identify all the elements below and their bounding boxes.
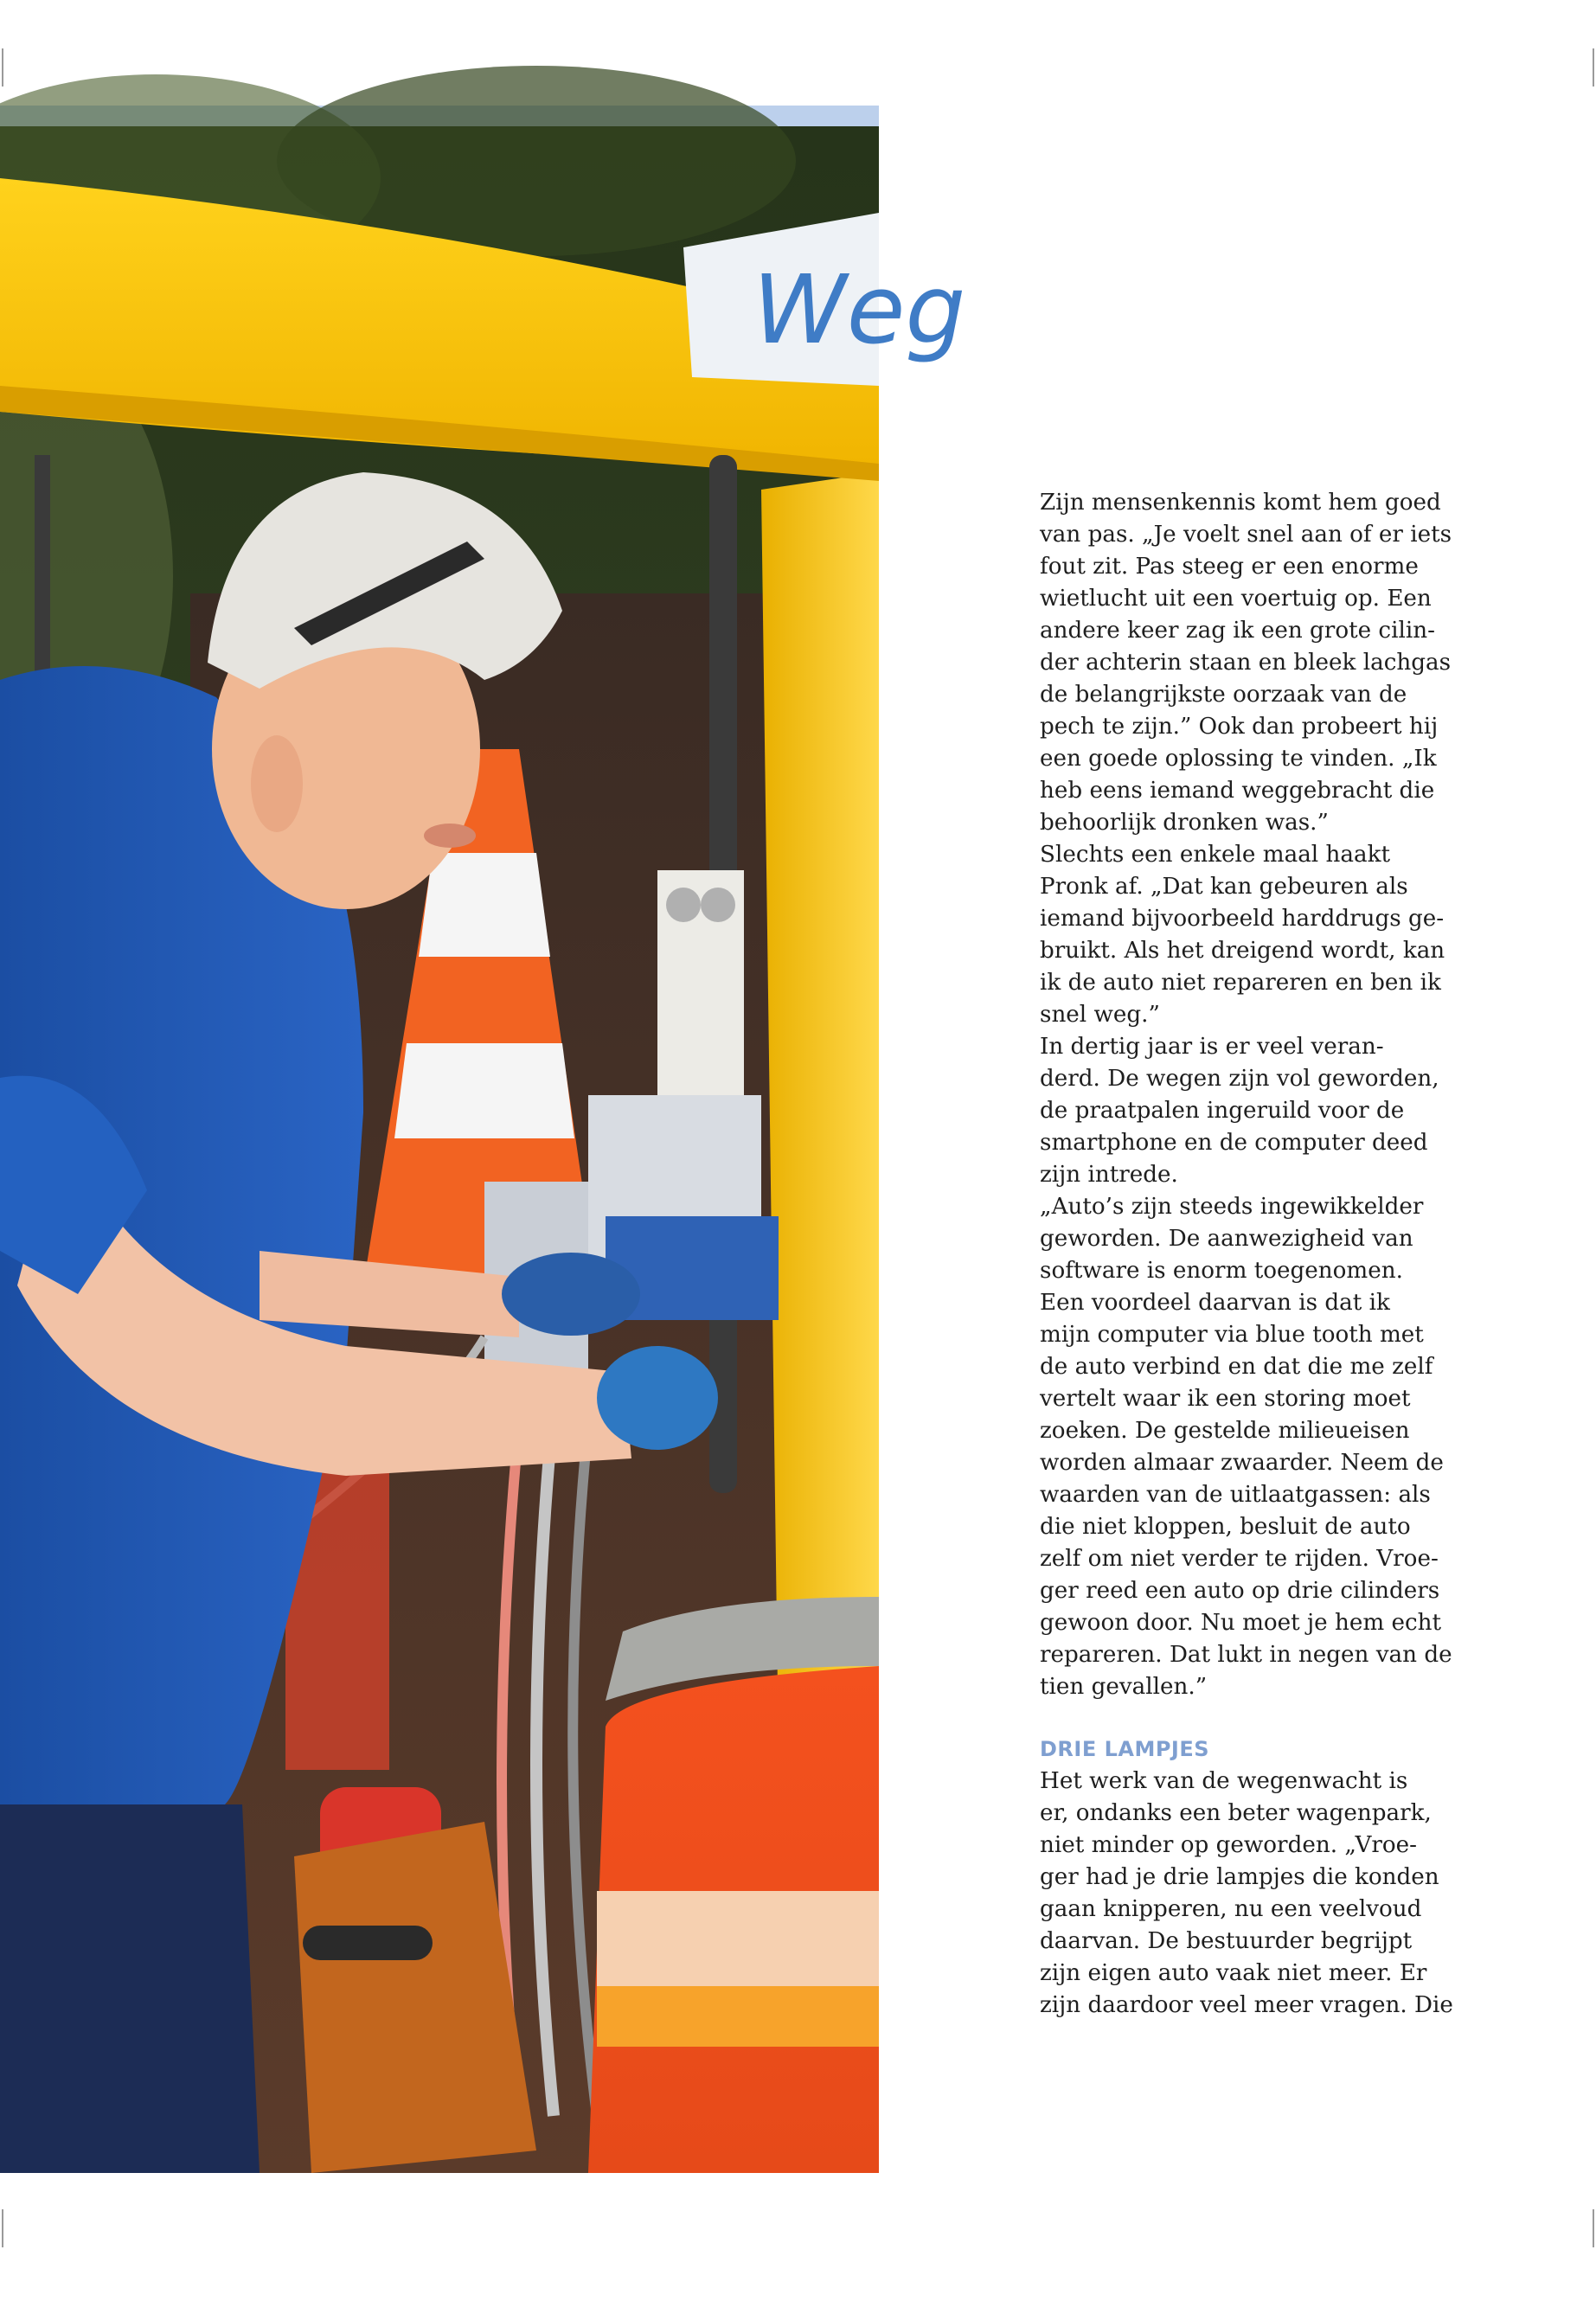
text-line: geworden. De aanwezigheid van [1040,1226,1413,1252]
text-line: mijn computer via blue tooth met [1040,1322,1424,1348]
text-line: Pronk af. „Dat kan gebeuren als [1040,874,1408,900]
text-line: niet minder op geworden. „Vroe- [1040,1832,1418,1858]
text-line: Zijn mensenkennis komt hem goed [1040,490,1441,516]
van-sign-lettering: Weg [753,254,966,365]
text-line: wietlucht uit een voertuig op. Een [1040,586,1432,612]
crop-mark-bottom-right [1593,2209,1594,2247]
text-line: daarvan. De bestuurder begrijpt [1040,1928,1413,1954]
text-line: fout zit. Pas steeg er een enorme [1040,554,1419,580]
text-line: ik de auto niet repareren en ben ik [1040,970,1441,996]
text-line: gaan knipperen, nu een veelvoud [1040,1896,1422,1922]
text-line: software is enorm toegenomen. [1040,1258,1403,1284]
text-line: bruikt. Als het dreigend wordt, kan [1040,938,1445,964]
text-line: een goede oplossing te vinden. „Ik [1040,746,1437,772]
photo-mechanic-at-van [0,126,966,2173]
text-line: snel weg.” [1040,1002,1160,1028]
text-line: zelf om niet verder te rijden. Vroe- [1040,1546,1439,1572]
text-line: smartphone en de computer deed [1040,1130,1428,1156]
text-line: ger reed een auto op drie cilinders [1040,1578,1440,1604]
article-text-column [1040,487,1453,2022]
subheading-drie-lampjes: DRIE LAMPJES [1040,1737,1210,1761]
paragraph-1 [1040,487,1452,839]
paragraph-4 [1040,1191,1452,1703]
text-line: Slechts een enkele maal haakt [1040,842,1390,868]
text-line: waarden van de uitlaatgassen: als [1040,1482,1431,1508]
text-line: zijn daardoor veel meer vragen. Die [1040,1992,1453,2018]
text-line: gewoon door. Nu moet je hem echt [1040,1610,1442,1636]
text-line: „Auto’s zijn steeds ingewikkelder [1040,1194,1424,1220]
text-line: zoeken. De gestelde milieueisen [1040,1418,1410,1444]
text-line: van pas. „Je voelt snel aan of er iets [1040,522,1452,548]
text-line: derd. De wegen zijn vol geworden, [1040,1066,1439,1092]
text-line: tien gevallen.” [1040,1674,1208,1700]
text-line: behoorlijk dronken was.” [1040,810,1329,836]
crop-mark-top-left [2,48,3,87]
text-line: Het werk van de wegenwacht is [1040,1768,1408,1794]
text-line: heb eens iemand weggebracht die [1040,778,1435,804]
text-line: de auto verbind en dat die me zelf [1040,1354,1433,1380]
text-line: de praatpalen ingeruild voor de [1040,1098,1405,1124]
text-line: de belangrijkste oorzaak van de [1040,682,1407,708]
paragraph-5 [1040,1766,1453,2022]
crop-mark-top-right [1593,48,1594,87]
text-line: Een voordeel daarvan is dat ik [1040,1290,1390,1316]
text-line: vertelt waar ik een storing moet [1040,1386,1411,1412]
text-line: der achterin staan en bleek lachgas [1040,650,1452,676]
text-line: worden almaar zwaarder. Neem de [1040,1450,1444,1476]
text-line: zijn intrede. [1040,1162,1178,1188]
text-line: ger had je drie lampjes die konden [1040,1864,1439,1890]
text-line: In dertig jaar is er veel veran- [1040,1034,1384,1060]
text-line: andere keer zag ik een grote cilin- [1040,618,1435,644]
text-line: iemand bijvoorbeeld harddrugs ge- [1040,906,1445,932]
text-line: zijn eigen auto vaak niet meer. Er [1040,1960,1427,1986]
paragraph-2 [1040,839,1446,1031]
paragraph-3 [1040,1031,1446,1191]
text-line: pech te zijn.” Ook dan probeert hij [1040,714,1439,740]
text-line: repareren. Dat lukt in negen van de [1040,1642,1452,1668]
crop-mark-bottom-left [2,2209,3,2247]
text-line: er, ondanks een beter wagenpark, [1040,1800,1432,1826]
text-line: die niet kloppen, besluit de auto [1040,1514,1411,1540]
